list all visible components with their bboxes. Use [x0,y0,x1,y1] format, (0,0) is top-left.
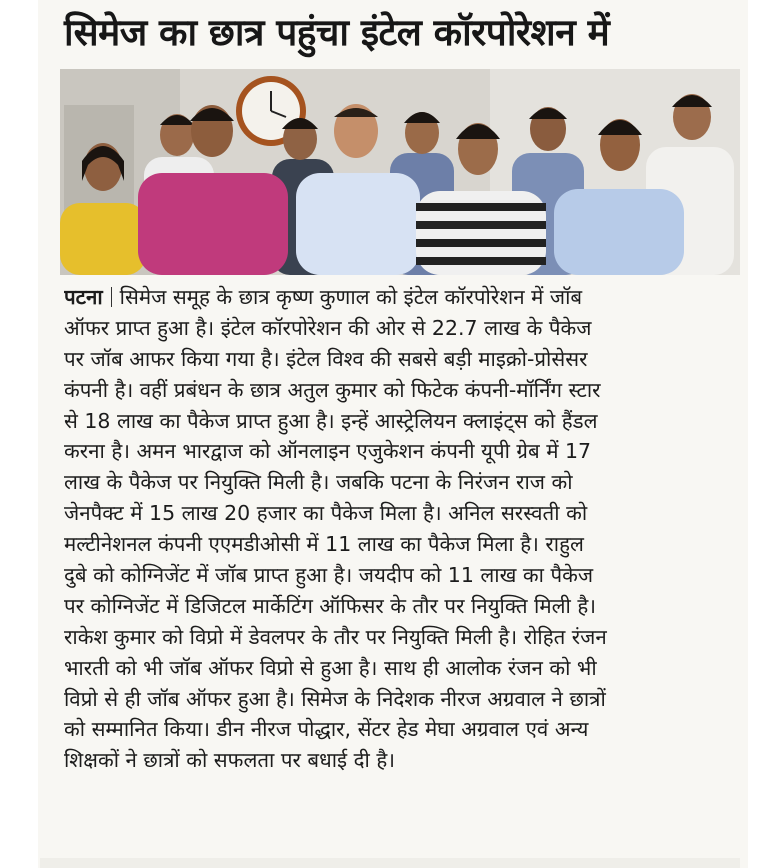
article-body [64,282,740,776]
article-line-5: से 18 लाख का पैकेज प्राप्त हुआ है। इन्हें आस्ट्रेलियन क्लाइंट्स को हैंडल [64,408,598,433]
article-line-1-text: सिमेज समूह के छात्र कृष्ण कुणाल को इंटेल कॉरपोरेशन में जॉब [119,285,583,309]
article-line-14: विप्रो से ही जॉब ऑफर हुआ है। सिमेज के निदेशक नीरज अग्रवाल ने छात्रों [64,686,606,711]
clipping-bottom-edge [40,858,740,868]
article-line-1 [64,282,740,313]
article-line-13: भारती को भी जॉब ऑफर विप्रो से हुआ है। साथ ही आलोक रंजन को भी [64,655,597,680]
article-line-6: करना है। अमन भारद्वाज को ऑनलाइन एजुकेशन कंपनी यूपी ग्रेब में 17 [64,439,592,464]
group-photo-illustration [60,69,740,275]
article-dateline: पटना [64,285,103,309]
article-headline: सिमेज का छात्र पहुंचा इंटेल कॉरपोरेशन में [64,11,610,54]
article-line-4: कंपनी है। वहीं प्रबंधन के छात्र अतुल कुमार को फिटेक कंपनी-मॉर्निंग स्टार [64,377,601,402]
article-line-7: लाख के पैकेज पर नियुक्ति मिली है। जबकि पटना के निरंजन राज को [64,470,573,495]
article-line-16: शिक्षकों ने छात्रों को सफलता पर बधाई दी है। [64,748,395,773]
article-line-10: दुबे को कोग्निजेंट में जॉब प्राप्त हुआ है। जयदीप को 11 लाख का पैकेज [64,563,594,588]
article-line-15: को सम्मानित किया। डीन नीरज पोद्धार, सेंटर हेड मेघा अग्रवाल एवं अन्य [64,717,589,742]
dateline-separator [111,287,112,307]
article-line-12: राकेश कुमार को विप्रो में डेवलपर के तौर पर नियुक्ति मिली है। रोहित रंजन [64,624,607,649]
article-line-9: मल्टीनेशनल कंपनी एएमडीओसी में 11 लाख का पैकेज मिला है। राहुल [64,532,584,557]
article-line-11: पर कोग्निजेंट में डिजिटल मार्केटिंग ऑफिसर के तौर पर नियुक्ति मिली है। [64,593,597,618]
article-line-8: जेनपैक्ट में 15 लाख 20 हजार का पैकेज मिला है। अनिल सरस्वती को [64,501,588,526]
article-line-3: पर जॉब आफर किया गया है। इंटेल विश्व की सबसे बड़ी माइक्रो-प्रोसेसर [64,346,588,371]
article-line-2: ऑफर प्राप्त हुआ है। इंटेल कॉरपोरेशन की ओर से 22.7 लाख के पैकेज [64,315,592,340]
group-photo [60,69,740,275]
